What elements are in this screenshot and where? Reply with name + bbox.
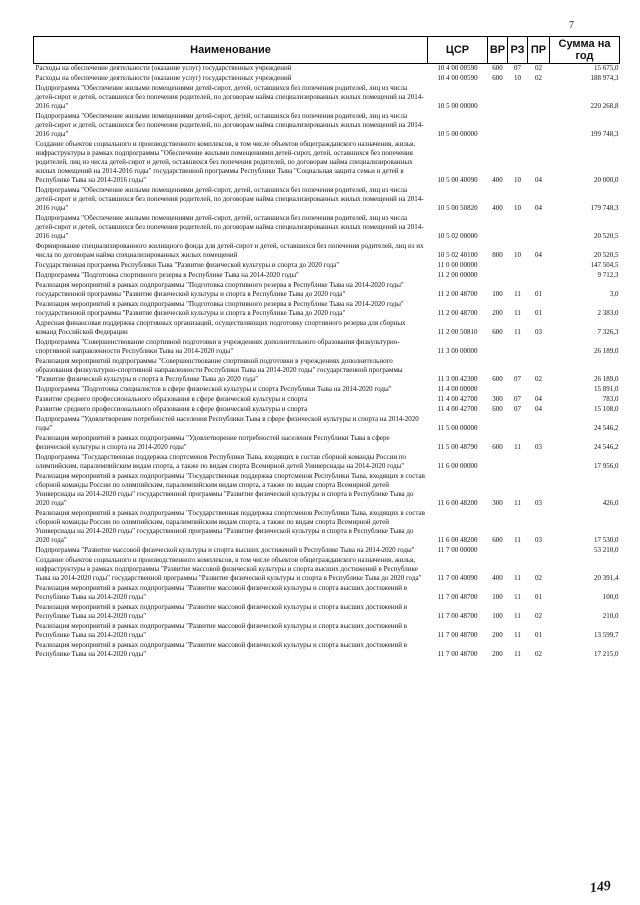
cell-pr: 01	[535, 309, 542, 317]
cell-csr: 11 7 00 48700	[437, 612, 478, 620]
cell-sum: 20 520,5	[594, 251, 619, 259]
cell-sum: 15 675,0	[594, 64, 619, 72]
cell-vr	[488, 213, 508, 241]
table-row	[34, 185, 620, 213]
cell-csr: 11 6 00 00000	[437, 462, 478, 470]
cell-pr	[528, 83, 550, 111]
cell-pr: 02	[535, 74, 542, 82]
cell-sum: 13 599,7	[594, 631, 619, 639]
handwritten-page-mark: 149	[588, 878, 612, 897]
cell-vr: 600	[492, 375, 503, 383]
cell-csr: 11 7 00 40090	[437, 574, 478, 582]
cell-sum: 199 748,3	[590, 130, 619, 138]
table-row	[34, 356, 620, 384]
cell-pr: 01	[535, 290, 542, 298]
cell-name: Расходы на обеспечение деятельности (оказание услуг) государственных учреждений	[35, 64, 292, 72]
cell-vr: 600	[492, 443, 503, 451]
cell-csr: 11 6 00 48200	[437, 499, 478, 507]
cell-csr: 11 0 00 00000	[437, 261, 478, 269]
cell-sum: 783,0	[602, 395, 619, 403]
cell-pr: 01	[535, 593, 542, 601]
cell-name: Подпрограмма "Удовлетворение потребностей населения Республики Тыва в сфере физической культуры и спорта на 2014-2020 годы"	[35, 415, 419, 432]
cell-sum: 7 326,3	[597, 328, 619, 336]
table-body	[34, 64, 620, 660]
cell-csr: 11 6 00 48200	[437, 536, 478, 544]
table-row	[34, 583, 620, 602]
cell-csr: 10 5 00 40090	[437, 176, 478, 184]
cell-csr: 11 7 00 00000	[437, 546, 478, 554]
cell-name: Формирование специализированного жилищного фонда для детей-сирот и детей, оставшихся без попечения родителей, лиц из их числа по договорам найма специализированных жилых помещений	[35, 242, 424, 259]
cell-csr: 10 5 00 50820	[437, 204, 478, 212]
cell-vr	[488, 414, 508, 433]
cell-pr: 03	[535, 499, 542, 507]
cell-csr: 11 5 00 48790	[437, 443, 478, 451]
table-row	[34, 260, 620, 270]
cell-rz: 07	[514, 375, 521, 383]
cell-rz: 11	[514, 650, 521, 658]
cell-vr: 100	[492, 612, 503, 620]
cell-vr: 400	[492, 204, 503, 212]
cell-name: Подпрограмма "Подготовка спортивного резерва в Республике Тыва на 2014-2020 годы"	[35, 271, 299, 279]
cell-pr: 03	[535, 536, 542, 544]
table-row	[34, 394, 620, 404]
cell-vr: 400	[492, 176, 503, 184]
cell-rz: 07	[514, 64, 521, 72]
cell-csr: 10 5 00 00000	[437, 130, 478, 138]
cell-sum: 24 546,2	[594, 443, 619, 451]
cell-pr: 03	[535, 443, 542, 451]
table-row	[34, 299, 620, 318]
cell-sum: 15 891,0	[594, 385, 619, 393]
cell-sum: 20 391,4	[594, 574, 619, 582]
table-row	[34, 83, 620, 111]
cell-pr	[528, 260, 550, 270]
table-row	[34, 384, 620, 394]
cell-sum: 26 189,0	[594, 347, 619, 355]
cell-vr: 600	[492, 536, 503, 544]
cell-rz: 11	[514, 290, 521, 298]
cell-name: Расходы на обеспечение деятельности (оказание услуг) государственных учреждений	[35, 74, 292, 82]
cell-rz: 11	[514, 536, 521, 544]
cell-vr: 400	[492, 574, 503, 582]
column-header-csr: ЦСР	[428, 37, 488, 64]
table-row	[34, 404, 620, 414]
cell-pr: 02	[535, 375, 542, 383]
cell-pr: 02	[535, 64, 542, 72]
cell-rz: 10	[514, 251, 521, 259]
cell-rz	[508, 452, 528, 471]
cell-rz	[508, 260, 528, 270]
cell-sum: 100,0	[602, 593, 619, 601]
cell-sum: 9 712,3	[597, 271, 619, 279]
cell-csr: 11 3 00 00000	[437, 347, 478, 355]
column-header-sum: Сумма на год	[550, 37, 620, 64]
cell-rz: 11	[514, 631, 521, 639]
cell-pr: 04	[535, 204, 542, 212]
cell-vr	[488, 452, 508, 471]
cell-csr: 11 2 00 50810	[437, 328, 478, 336]
table-row	[34, 414, 620, 433]
cell-name: Подпрограмма "Совершенствование спортивной подготовки в учреждениях дополнительного образования физкультурно-спортивной направленности Республики Тыва на 2014-2020 годы"	[35, 338, 400, 355]
cell-vr	[488, 384, 508, 394]
cell-rz: 11	[514, 443, 521, 451]
table-row	[34, 433, 620, 452]
cell-sum: 26 189,0	[594, 375, 619, 383]
cell-pr: 04	[535, 395, 542, 403]
cell-name: Реализация мероприятий в рамках подпрограммы "Государственная поддержка спортсменов Республики Тыва, входящих в состав сборной команды России по олимпийским, паралимпийским видам спорта, а также по видам спорта Всемирной детей Универсиады на 2014-2020 годы" государственной программы "Развитие физической культуры и спорта в Республике Тыва до 2020 года"	[35, 509, 425, 544]
cell-vr	[488, 111, 508, 139]
cell-csr: 11 7 00 48700	[437, 631, 478, 639]
cell-csr: 11 2 00 48700	[437, 290, 478, 298]
column-header-pr: ПР	[528, 37, 550, 64]
column-header-name: Наименование	[34, 37, 428, 64]
cell-rz: 11	[514, 309, 521, 317]
cell-csr: 11 2 00 00000	[437, 271, 478, 279]
column-header-vr: ВР	[488, 37, 508, 64]
cell-vr	[488, 83, 508, 111]
cell-vr: 600	[492, 405, 503, 413]
table-row	[34, 270, 620, 280]
cell-sum: 179 748,3	[590, 204, 619, 212]
cell-sum: 17 956,0	[594, 462, 619, 470]
cell-name: Подпрограмма "Подготовка специалистов в сфере физической культуры и спорта Республики Тыва на 2014-2020 годы"	[35, 385, 392, 393]
cell-name: Подпрограмма "Развитие массовой физической культуры и спорта высших достижений в Республике Тыва на 2014-2020 годы"	[35, 546, 415, 554]
cell-pr	[528, 384, 550, 394]
cell-vr: 200	[492, 631, 503, 639]
cell-csr: 10 5 02 40100	[437, 251, 478, 259]
table-row	[34, 555, 620, 583]
cell-pr	[528, 213, 550, 241]
cell-sum: 24 546,2	[594, 424, 619, 432]
cell-pr: 04	[535, 176, 542, 184]
cell-rz	[508, 337, 528, 356]
cell-rz	[508, 111, 528, 139]
cell-name: Подпрограмма "Обеспечение жилыми помещениями детей-сирот, детей, оставшихся без попечения родителей, лиц из числа детей-сирот и детей, оставшихся без попечения родителей, по договорам найма специализированных жилых помещений на 2014-2016 годы"	[35, 84, 424, 110]
cell-pr: 04	[535, 251, 542, 259]
cell-vr	[488, 337, 508, 356]
table-header-row	[34, 37, 620, 64]
page-number: 7	[569, 20, 574, 31]
cell-pr: 02	[535, 574, 542, 582]
cell-sum: 3,0	[609, 290, 619, 298]
cell-name: Развитие среднего профессионального образования в сфере физической культуры и спорта	[35, 405, 308, 413]
cell-name: Адресная финансовая поддержка спортивных организаций, осуществляющих подготовку спортивного резерва для сборных команд Российской Федерации	[35, 319, 406, 336]
cell-rz: 07	[514, 395, 521, 403]
cell-csr: 11 3 00 42300	[437, 375, 478, 383]
table-row	[34, 64, 620, 74]
cell-name: Подпрограмма "Обеспечение жилыми помещениями детей-сирот, детей, оставшихся без попечения родителей, лиц из числа детей-сирот и детей, оставшихся без попечения родителей, по договорам найма специализированных жилых помещений на 2014-2016 годы"	[35, 186, 424, 212]
table-row	[34, 471, 620, 508]
cell-sum: 220 268,8	[590, 102, 619, 110]
cell-csr: 11 7 00 48700	[437, 650, 478, 658]
cell-rz: 11	[514, 593, 521, 601]
table-row	[34, 139, 620, 185]
cell-vr: 800	[492, 251, 503, 259]
cell-rz	[508, 384, 528, 394]
table-row	[34, 111, 620, 139]
cell-vr: 300	[492, 499, 503, 507]
cell-name: Подпрограмма "Государственная поддержка спортсменов Республики Тыва, входящих в состав сборной команды России по олимпийским, паралимпийским видам спорта, а также по видам спорта Всемирной детей Универсиады на 2014-2020 годы"	[35, 453, 407, 470]
table-row	[34, 213, 620, 241]
table-row	[34, 452, 620, 471]
cell-name: Развитие среднего профессионального образования в сфере физической культуры и спорта	[35, 395, 308, 403]
cell-sum: 17 530,0	[594, 536, 619, 544]
cell-pr: 03	[535, 328, 542, 336]
cell-pr: 04	[535, 405, 542, 413]
cell-csr: 11 5 00 00000	[437, 424, 478, 432]
table-row	[34, 640, 620, 659]
cell-csr: 11 4 00 00000	[437, 385, 478, 393]
cell-csr: 10 5 00 00000	[437, 102, 478, 110]
cell-csr: 11 4 00 42700	[437, 405, 478, 413]
cell-rz	[508, 83, 528, 111]
cell-name: Подпрограмма "Обеспечение жилыми помещениями детей-сирот, детей, оставшихся без попечения родителей, лиц из числа детей-сирот и детей, оставшихся без попечения родителей, по договорам найма специализированных жилых помещений на 2014-2016 годы"	[35, 214, 424, 240]
cell-rz: 10	[514, 204, 521, 212]
cell-pr	[528, 545, 550, 555]
cell-vr: 100	[492, 593, 503, 601]
cell-rz: 07	[514, 405, 521, 413]
cell-name: Подпрограмма "Обеспечение жилыми помещениями детей-сирот, детей, оставшихся без попечения родителей, лиц из числа детей-сирот и детей, оставшихся без попечения родителей, по договорам найма специализированных жилых помещений на 2014-2016 годы"	[35, 112, 424, 138]
cell-pr: 02	[535, 650, 542, 658]
cell-name: Реализация мероприятий в рамках подпрограммы "Подготовка спортивного резерва в Республике Тыва на 2014-2020 годы" государственной программы "Развитие физической культуры и спорта в Республике Тыва до 2020 года"	[35, 281, 404, 298]
cell-pr	[528, 270, 550, 280]
cell-vr: 600	[492, 328, 503, 336]
cell-rz	[508, 414, 528, 433]
table-row	[34, 621, 620, 640]
cell-csr: 10 5 02 00000	[437, 232, 478, 240]
cell-vr: 200	[492, 650, 503, 658]
cell-sum: 210,0	[602, 612, 619, 620]
cell-sum: 17 215,0	[594, 650, 619, 658]
cell-pr	[528, 111, 550, 139]
table-row	[34, 508, 620, 545]
cell-vr	[488, 545, 508, 555]
cell-rz: 11	[514, 574, 521, 582]
budget-table	[33, 36, 620, 659]
cell-vr: 600	[492, 64, 503, 72]
cell-rz	[508, 270, 528, 280]
cell-rz: 10	[514, 176, 521, 184]
table-row	[34, 545, 620, 555]
cell-vr: 600	[492, 74, 503, 82]
cell-name: Реализация мероприятий в рамках подпрограммы "Развитие массовой физической культуры и спорта высших достижений в Республике Тыва на 2014-2020 годы"	[35, 622, 408, 639]
cell-pr	[528, 414, 550, 433]
cell-sum: 20 520,5	[594, 232, 619, 240]
cell-name: Реализация мероприятий в рамках подпрограммы "Удовлетворение потребностей населения Республики Тыва в сфере физической культуры и спорта на 2014-2020 годы"	[35, 434, 390, 451]
table-row	[34, 241, 620, 260]
cell-vr: 200	[492, 309, 503, 317]
cell-name: Реализация мероприятий в рамках подпрограммы "Развитие массовой физической культуры и спорта высших достижений в Республике Тыва на 2014-2020 годы"	[35, 641, 408, 658]
cell-rz: 10	[514, 74, 521, 82]
cell-name: Реализация мероприятий в рамках подпрограммы "Подготовка спортивного резерва в Республике Тыва на 2014-2020 годы" государственной программы "Развитие физической культуры и спорта в Республике Тыва до 2020 года"	[35, 300, 404, 317]
cell-csr: 10 4 00 00590	[437, 74, 478, 82]
cell-vr: 100	[492, 290, 503, 298]
cell-vr	[488, 260, 508, 270]
cell-pr	[528, 452, 550, 471]
cell-rz: 11	[514, 612, 521, 620]
cell-rz: 11	[514, 499, 521, 507]
cell-sum: 426,0	[602, 499, 619, 507]
cell-pr	[528, 337, 550, 356]
cell-vr: 300	[492, 395, 503, 403]
cell-csr: 11 4 00 42700	[437, 395, 478, 403]
cell-sum: 15 108,0	[594, 405, 619, 413]
cell-sum: 188 974,3	[590, 74, 619, 82]
table-row	[34, 73, 620, 83]
cell-vr	[488, 270, 508, 280]
cell-name: Реализация мероприятий подпрограммы "Совершенствование спортивной подготовки в учреждениях дополнительного образования физкультурно-спортивной направленности Республики Тыва на 2014-2020 годы" государственной программы "Развитие физической культуры и спорта в Республике Тыва до 2020 года"	[35, 357, 403, 383]
cell-name: Реализация мероприятий в рамках подпрограммы "Развитие массовой физической культуры и спорта высших достижений в Республике Тыва на 2014-2020 годы"	[35, 584, 408, 601]
cell-sum: 20 000,0	[594, 176, 619, 184]
cell-sum: 147 504,5	[590, 261, 619, 269]
cell-name: Реализация мероприятий в рамках подпрограммы "Государственная поддержка спортсменов Республики Тыва, входящих в состав сборной команды России по олимпийским, паралимпийским видам спорта, а также по видам спорта Всемирной детей Универсиады на 2014-2020 годы" государственной программы "Развитие физической культуры и спорта в Республике Тыва до 2020 года"	[35, 472, 425, 507]
cell-sum: 53 210,0	[594, 546, 619, 554]
cell-csr: 10 4 00 00590	[437, 64, 478, 72]
cell-rz	[508, 545, 528, 555]
column-header-rz: РЗ	[508, 37, 528, 64]
cell-rz	[508, 213, 528, 241]
cell-csr: 11 2 00 48700	[437, 309, 478, 317]
table-row	[34, 318, 620, 337]
table-row	[34, 337, 620, 356]
cell-rz: 11	[514, 328, 521, 336]
cell-sum: 2 383,0	[597, 309, 619, 317]
cell-name: Создание объектов социального и производственного комплексов, в том числе объектов общегражданского назначения, жилья, инфраструктуры в рамках подпрограммы "Развитие массовой физической культуры и спорта высших достижений в Республике Тыва на 2014-2020 годы" государственной программы "Развитие физической культуры и спорта в Республике Тыва до 2020 года"	[35, 556, 422, 582]
cell-name: Реализация мероприятий в рамках подпрограммы "Развитие массовой физической культуры и спорта высших достижений в Республике Тыва на 2014-2020 годы"	[35, 603, 408, 620]
cell-name: Создание объектов социального и производственного комплексов, в том числе объектов общегражданского назначения, жилья, инфраструктуры в рамках подпрограммы "Обеспечение жилыми помещениями детей-сирот, детей, оставшихся без попечения родителей, лиц из числа детей-сирот и детей, оставшихся без попечения родителей, по договорам найма специализированных жилых помещений на 2014-2016 годы" государственной программы Республики Тыва "Социальная защита семьи и детей в Республике Тыва на 2014-2016 годы"	[35, 140, 415, 184]
cell-pr: 01	[535, 631, 542, 639]
cell-pr: 02	[535, 612, 542, 620]
cell-name: Государственная программа Республики Тыва "Развитие физической культуры и спорта до 2020 года"	[35, 261, 340, 269]
table-row	[34, 602, 620, 621]
table-row	[34, 280, 620, 299]
cell-csr: 11 7 00 48700	[437, 593, 478, 601]
